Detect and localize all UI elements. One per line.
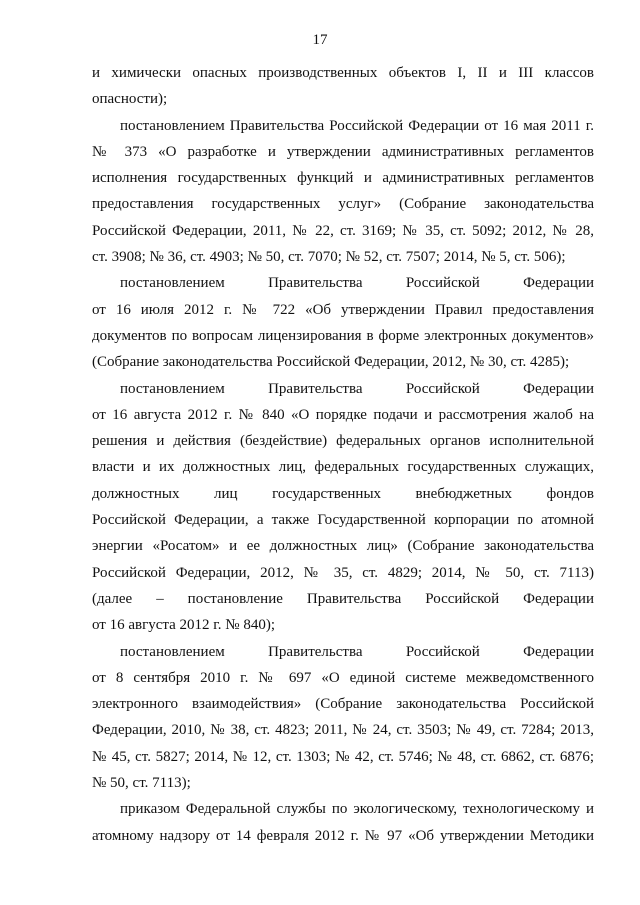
text-line: постановлением Правительства Российской Федерации от 16 мая 2011 г.	[120, 117, 594, 134]
text-line: № 50, ст. 7113);	[92, 775, 191, 792]
paragraph-6	[92, 796, 594, 849]
text-line: (далее – постановление Правительства Российской Федерации	[92, 590, 594, 607]
text-line: предоставления государственных услуг» (Собрание законодательства	[92, 196, 594, 213]
text-line: власти и их должностных лиц, федеральных государственных служащих,	[92, 459, 594, 476]
text-line: от 16 августа 2012 г. № 840 «О порядке подачи и рассмотрения жалоб на	[92, 406, 594, 423]
text-line: должностных лиц государственных внебюджетных фондов	[92, 485, 594, 502]
text-line: документов по вопросам лицензирования в форме электронных документов»	[92, 327, 594, 344]
text-line: (Собрание законодательства Российской Федерации, 2012, № 30, ст. 4285);	[92, 354, 570, 371]
text-line: исполнения государственных функций и административных регламентов	[92, 170, 594, 187]
text-line: Российской Федерации, а также Государственной корпорации по атомной	[92, 512, 594, 529]
text-line: энергии «Росатом» и ее должностных лиц» (Собрание законодательства	[92, 538, 594, 555]
text-line: от 16 августа 2012 г. № 840);	[92, 617, 275, 634]
text-line: от 8 сентября 2010 г. № 697 «О единой системе межведомственного	[92, 669, 594, 686]
text-line: решения и действия (бездействие) федеральных органов исполнительной	[92, 433, 594, 450]
text-line: постановлением Правительства Российской Федерации	[120, 643, 594, 660]
paragraph-2	[92, 113, 594, 271]
page-body	[92, 60, 594, 849]
paragraph-3	[92, 270, 594, 375]
text-line: приказом Федеральной службы по экологическому, технологическому и	[120, 801, 594, 818]
text-line: постановлением Правительства Российской Федерации	[120, 380, 594, 397]
text-line: ст. 3908; № 36, ст. 4903; № 50, ст. 7070; № 52, ст. 7507; 2014, № 5, ст. 506);	[92, 249, 566, 266]
text-line: Российской Федерации, 2011, № 22, ст. 3169; № 35, ст. 5092; 2012, № 28,	[92, 222, 594, 239]
paragraph-4	[92, 376, 594, 639]
text-line: опасности);	[92, 91, 168, 108]
text-line: № 373 «О разработке и утверждении административных регламентов	[92, 143, 594, 160]
text-line: электронного взаимодействия» (Собрание законодательства Российской	[92, 696, 594, 713]
paragraph-5	[92, 639, 594, 797]
paragraph-1	[92, 60, 594, 113]
page-number: 17	[312, 32, 328, 48]
text-line: атомному надзору от 14 февраля 2012 г. № 97 «Об утверждении Методики	[92, 827, 594, 844]
text-line: от 16 июля 2012 г. № 722 «Об утверждении Правил предоставления	[92, 301, 594, 318]
text-line: Федерации, 2010, № 38, ст. 4823; 2011, № 24, ст. 3503; № 49, ст. 7284; 2013,	[92, 722, 594, 739]
text-line: и химически опасных производственных объектов I, II и III классов	[92, 65, 594, 81]
text-line: № 45, ст. 5827; 2014, № 12, ст. 1303; № 42, ст. 5746; № 48, ст. 6862, ст. 6876;	[92, 748, 594, 765]
text-line: Российской Федерации, 2012, № 35, ст. 4829; 2014, № 50, ст. 7113)	[92, 564, 594, 581]
text-line: постановлением Правительства Российской Федерации	[120, 275, 594, 292]
